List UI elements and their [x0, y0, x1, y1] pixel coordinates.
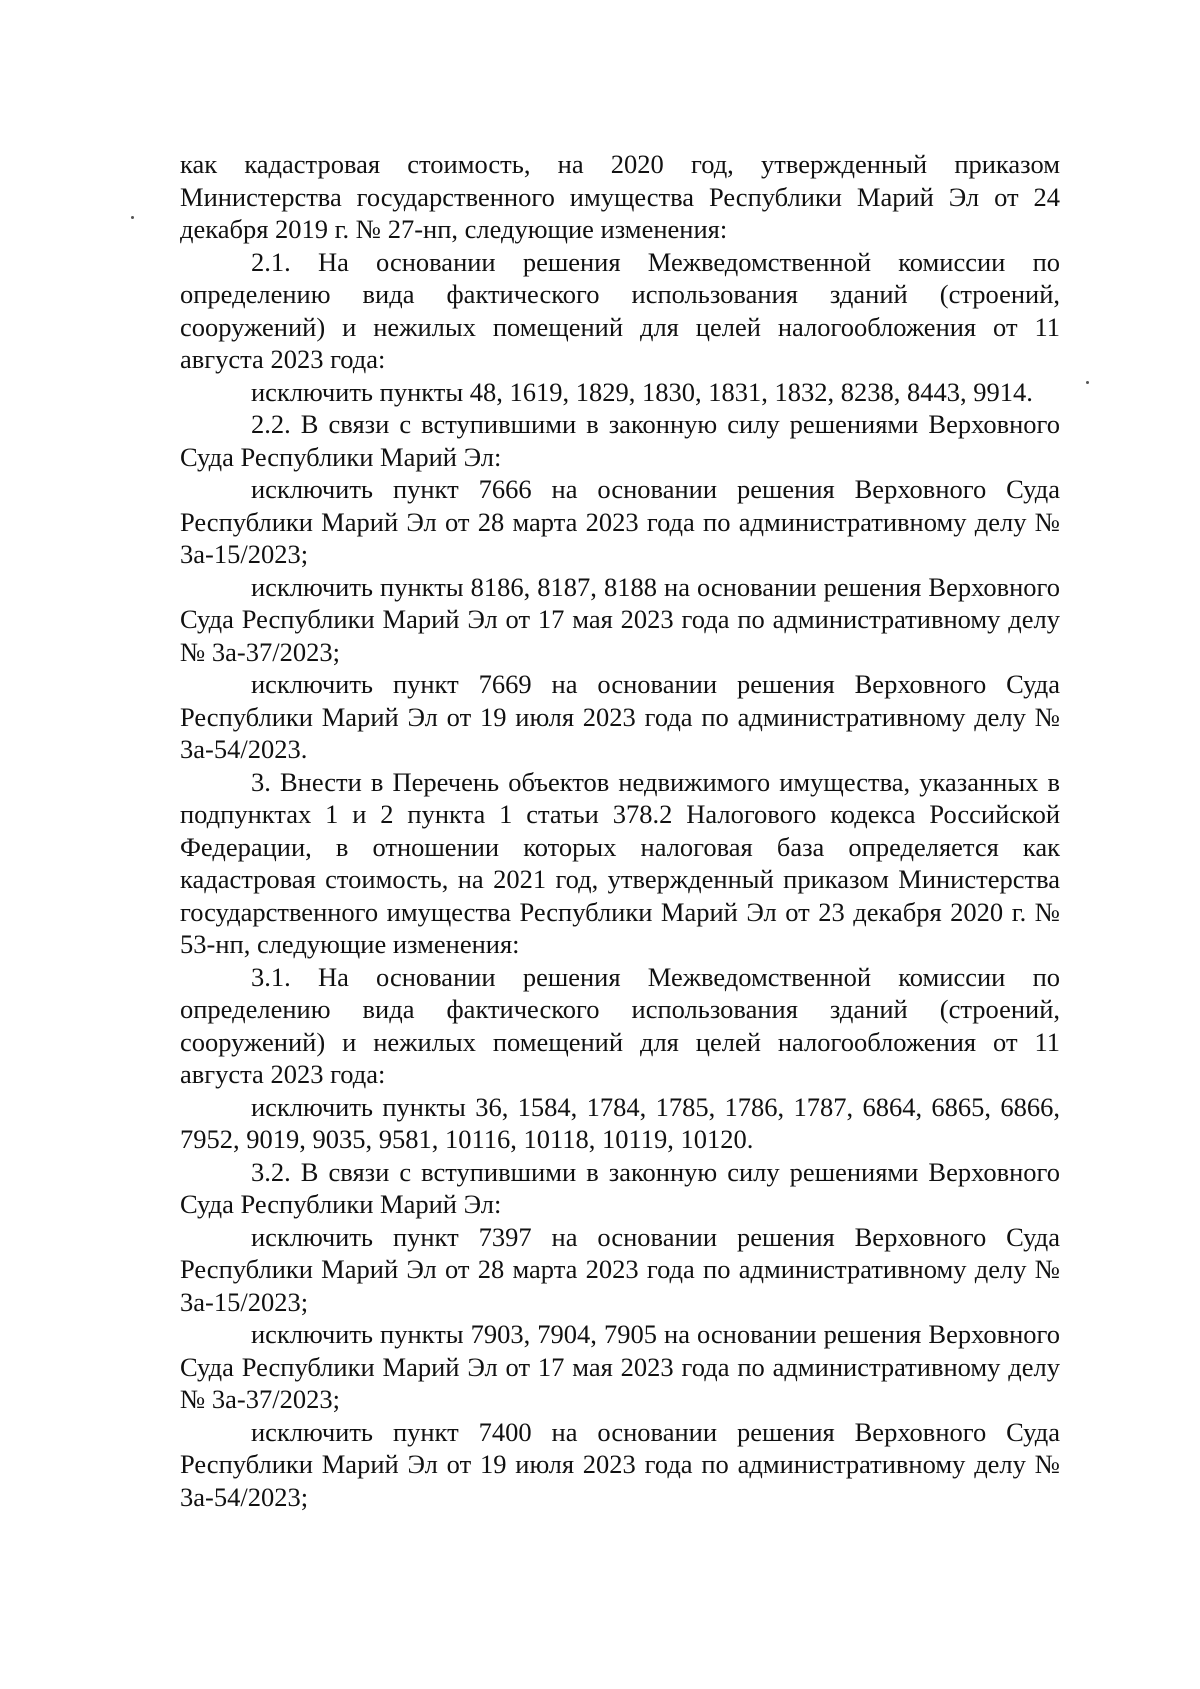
paragraph-2-1-exclusions: исключить пункты 48, 1619, 1829, 1830, 1831, 1832, 8238, 8443, 9914. — [251, 376, 1033, 407]
paragraph-3: 3. Внести в Перечень объектов недвижимого имущества, указанных в подпунктах 1 и 2 пункта 1 статьи 378.2 Налогового кодекса Российской Федерации, в отношении которых налоговая база определяется как кадастровая стоимость, на 2021 год, утвержденный приказом Министерства государственного имущества Республики Марий Эл от 23 декабря 2020 г. № 53-нп, следующие изменения: — [180, 766, 1060, 959]
document-body — [180, 148, 1060, 1513]
paragraph-3-2-item-1: исключить пункт 7397 на основании решения Верховного Суда Республики Марий Эл от 28 марта 2023 года по административному делу № 3а-15/2023; — [180, 1221, 1060, 1317]
paragraph-3-1-exclusions: исключить пункты 36, 1584, 1784, 1785, 1786, 1787, 6864, 6865, 6866, 7952, 9019, 9035, 9581, 10116, 10118, 10119, 10120. — [180, 1091, 1060, 1154]
paragraph-2-2-item-3: исключить пункт 7669 на основании решения Верховного Суда Республики Марий Эл от 19 июля 2023 года по административному делу № 3а-54/2023. — [180, 669, 1060, 764]
paragraph-2-2: 2.2. В связи с вступившими в законную силу решениями Верховного Суда Республики Марий Эл: — [180, 409, 1060, 472]
scan-speck — [1086, 381, 1089, 384]
paragraph-intro-continuation: как кадастровая стоимость, на 2020 год, утвержденный приказом Министерства государственного имущества Республики Марий Эл от 24 декабря 2019 г. № 27-нп, следующие изменения: — [180, 149, 1060, 244]
paragraph-3-2: 3.2. В связи с вступившими в законную силу решениями Верховного Суда Республики Марий Эл: — [180, 1156, 1060, 1219]
paragraph-3-2-item-2: исключить пункты 7903, 7904, 7905 на основании решения Верховного Суда Республики Марий Эл от 17 мая 2023 года по административному делу № 3а-37/2023; — [180, 1319, 1060, 1414]
paragraph-2-2-item-2: исключить пункты 8186, 8187, 8188 на основании решения Верховного Суда Республики Марий Эл от 17 мая 2023 года по административному делу № 3а-37/2023; — [180, 571, 1060, 667]
paragraph-3-1: 3.1. На основании решения Межведомственной комиссии по определению вида фактического использования зданий (строений, сооружений) и нежилых помещений для целей налогообложения от 11 августа 2023 года: — [180, 961, 1060, 1089]
paragraph-2-1: 2.1. На основании решения Межведомственной комиссии по определению вида фактического использования зданий (строений, сооружений) и нежилых помещений для целей налогообложения от 11 августа 2023 года: — [180, 246, 1060, 374]
paragraph-2-2-item-1: исключить пункт 7666 на основании решения Верховного Суда Республики Марий Эл от 28 марта 2023 года по административному делу № 3а-15/2023; — [180, 474, 1060, 569]
scan-speck — [131, 216, 134, 219]
paragraph-3-2-item-3: исключить пункт 7400 на основании решения Верховного Суда Республики Марий Эл от 19 июля 2023 года по административному делу № 3а-54/2023; — [180, 1416, 1060, 1512]
